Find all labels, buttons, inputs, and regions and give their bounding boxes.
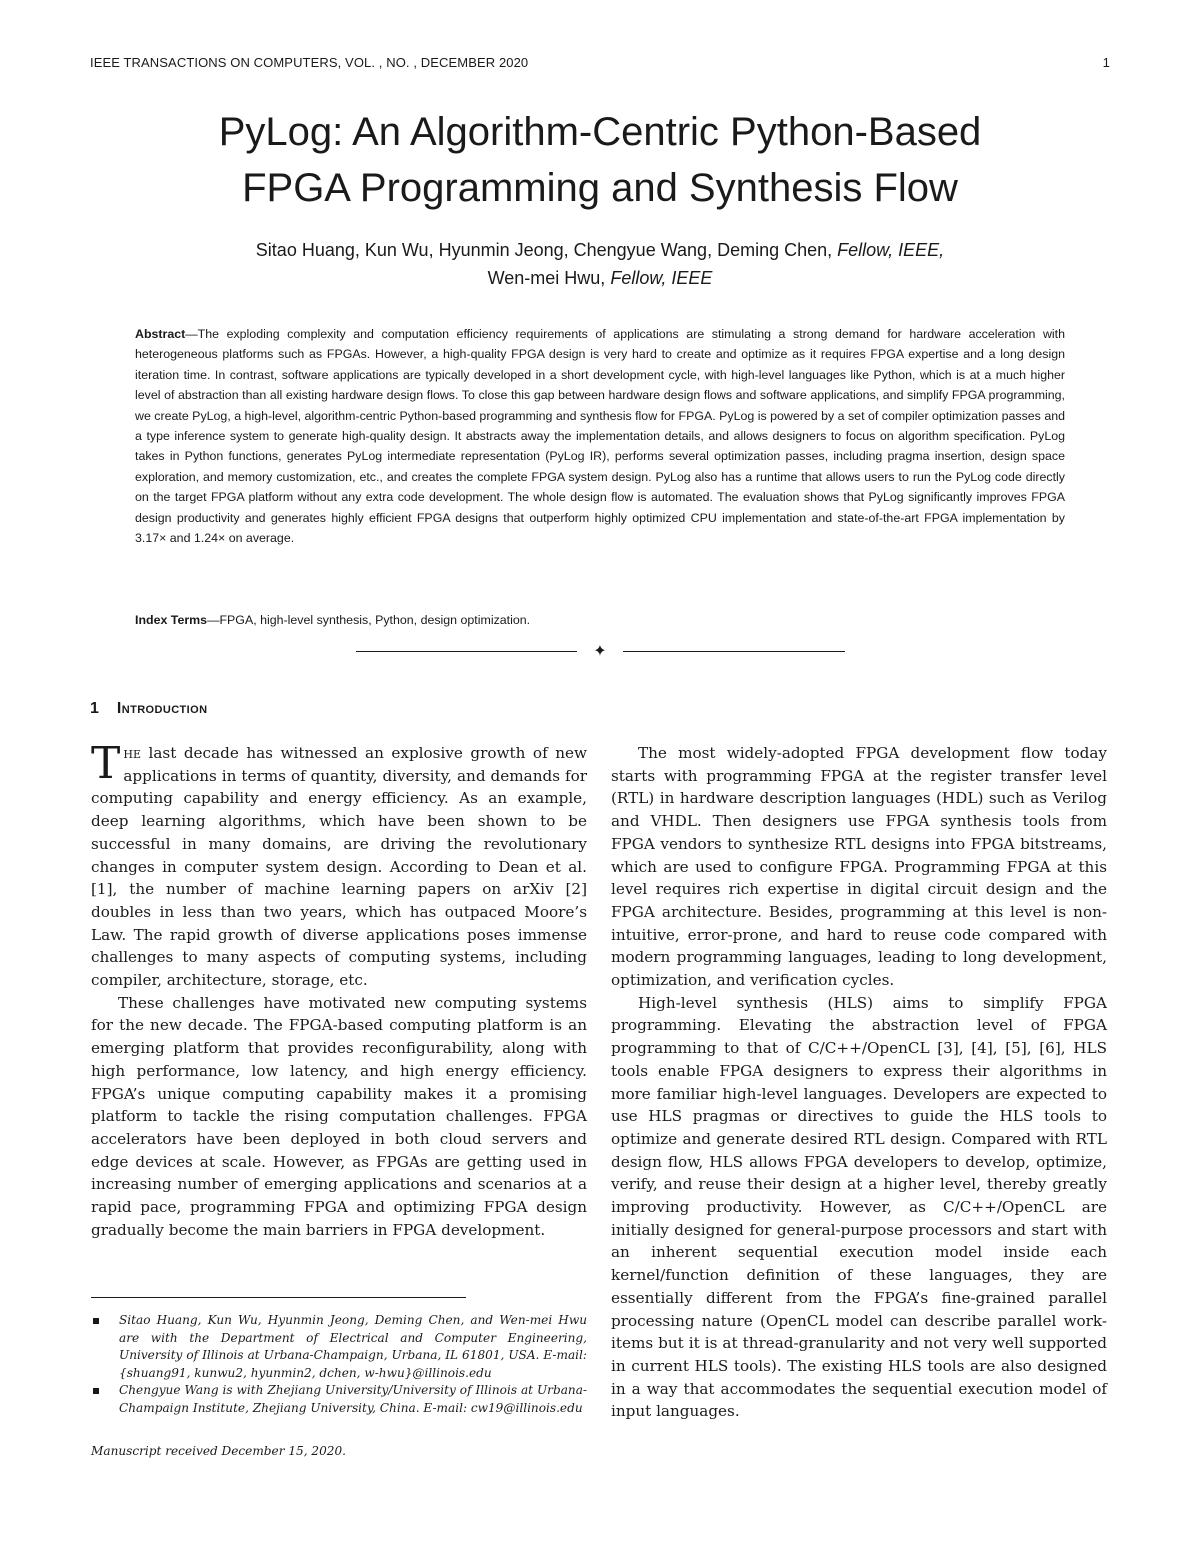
bullet-icon bbox=[93, 1318, 99, 1324]
separator-line-right bbox=[623, 651, 845, 652]
separator-line-left bbox=[356, 651, 577, 652]
authors-title-2: Fellow, IEEE bbox=[610, 268, 713, 288]
intro-paragraph-4: High-level synthesis (HLS) aims to simplify FPGA programming. Elevating the abstraction level of FPGA programming to that of C/C++/OpenCL [3], [4], [5], [6], HLS tools enable FPGA designers to express their algorithms in more familiar high-level languages. Developers are expected to use HLS pragmas or directives to guide the HLS tools to optimize and generate desired RTL design. Compared with RTL design flow, HLS allows FPGA developers to develop, optimize, verify, and reuse their design at a higher level, thereby greatly improving productivity. However, as C/C++/OpenCL are initially designed for general-purpose processors and start with an inherent sequential execution model inside each kernel/function definition of these languages, they are essentially different from the FPGA’s fine-grained parallel processing nature (OpenCL model can describe parallel work-items but it is at thread-granularity and not very well supported in current HLS tools). The existing HLS tools are also designed in a way that accommodates the sequential execution model of input languages. bbox=[611, 993, 1107, 1421]
affiliation-footnotes bbox=[91, 1312, 587, 1418]
abstract-label: Abstract bbox=[135, 327, 186, 341]
intro-paragraph-3: The most widely-adopted FPGA development flow today starts with programming FPGA at the register transfer level (RTL) in hardware description languages (HDL) such as Verilog and VHDL. Then designers use FPGA synthesis tools from FPGA vendors to synthesize RTL designs into FPGA bitstreams, which are used to configure FPGA. Programming FPGA at this level requires rich expertise in digital circuit design and the FPGA architecture. Besides, programming at this level is non-intuitive, error-prone, and hard to reuse code compared with modern programming languages, leading to long development, optimization, and verification cycles. bbox=[611, 744, 1107, 990]
footnote-text: Sitao Huang, Kun Wu, Hyunmin Jeong, Deming Chen, and Wen-mei Hwu are with the Department of Electrical and Computer Engineering, University of Illinois at Urbana-Champaign, Urbana, IL 61801, USA. E-mail: {shuang91, kunwu2, hyunmin2, dchen, w-hwu}@illinois.edu bbox=[119, 1313, 587, 1380]
authors-title-1: Fellow, IEEE, bbox=[837, 240, 945, 260]
authors-line-1 bbox=[80, 236, 1120, 264]
title-line-2: FPGA Programming and Synthesis Flow bbox=[242, 166, 958, 210]
bullet-icon bbox=[93, 1388, 99, 1394]
section-heading bbox=[90, 700, 207, 718]
abstract bbox=[135, 324, 1065, 548]
title-line-1: PyLog: An Algorithm-Centric Python-Based bbox=[218, 110, 982, 154]
section-number: 1 bbox=[90, 700, 99, 717]
manuscript-note: Manuscript received December 15, 2020. bbox=[91, 1444, 347, 1458]
section-title: Introduction bbox=[116, 700, 208, 717]
footnote-rule bbox=[91, 1297, 466, 1298]
journal-name: IEEE TRANSACTIONS ON COMPUTERS, VOL. , NO. , DECEMBER 2020 bbox=[90, 54, 529, 70]
footnote-item bbox=[91, 1312, 587, 1382]
index-terms-label: Index Terms bbox=[135, 613, 208, 627]
footnote-item bbox=[91, 1382, 587, 1417]
index-terms-text: —FPGA, high-level synthesis, Python, design optimization. bbox=[207, 613, 531, 627]
authors-names-1: Sitao Huang, Kun Wu, Hyunmin Jeong, Chengyue Wang, Deming Chen, bbox=[255, 240, 833, 260]
running-header bbox=[90, 52, 1110, 72]
authors-line-2 bbox=[80, 264, 1120, 292]
intro-paragraph-2: These challenges have motivated new computing systems for the new decade. The FPGA-based computing platform is an emerging platform that provides reconfigurability, along with high performance, low latency, and high energy efficiency. FPGA’s unique computing capability makes it a promising platform to tackle the rising computation challenges. FPGA accelerators have been deployed in both cloud servers and edge devices at scale. However, as FPGAs are getting used in increasing number of emerging applications and scenarios at a rapid pace, programming FPGA and optimizing FPGA design gradually become the main barriers in FPGA development. bbox=[91, 993, 587, 1239]
drop-cap: T bbox=[91, 738, 121, 789]
separator-diamond-icon: ✦ bbox=[593, 641, 607, 660]
right-column bbox=[611, 742, 1107, 1423]
page-number: 1 bbox=[1102, 54, 1110, 70]
intro-paragraph-1 bbox=[91, 738, 587, 992]
abstract-text: —The exploding complexity and computation efficiency requirements of applications are stimulating a strong demand for hardware acceleration with heterogeneous platforms such as FPGAs. However, a high-quality FPGA design is very hard to create and optimize as it requires FPGA expertise and a long design iteration time. In contrast, software applications are typically developed in a short development cycle, with high-level languages like Python, which is at a much higher level of abstraction than all existing hardware design flows. To close this gap between hardware design flows and software applications, and simplify FPGA programming, we create PyLog, a high-level, algorithm-centric Python-based programming and synthesis flow for FPGA. PyLog is powered by a set of compiler optimization passes and a type inference system to generate high-quality design. It abstracts away the implementation details, and allows designers to focus on algorithm specification. PyLog takes in Python functions, generates PyLog intermediate representation (PyLog IR), performs several optimization passes, including pragma insertion, design space exploration, and memory customization, etc., and creates the complete FPGA system design. PyLog also has a runtime that allows users to run the PyLog code directly on the target FPGA platform without any extra code development. The whole design flow is automated. The evaluation shows that PyLog significantly improves FPGA design productivity and generates highly efficient FPGA designs that outperform highly optimized CPU implementation and state-of-the-art FPGA implementation by 3.17× and 1.24× on average. bbox=[135, 327, 1065, 546]
drop-cap-continuation: he bbox=[123, 744, 141, 762]
index-terms bbox=[135, 610, 1065, 630]
authors-names-2: Wen-mei Hwu, bbox=[487, 268, 606, 288]
footnote-text: Chengyue Wang is with Zhejiang University/University of Illinois at Urbana-Champaign Institute, Zhejiang University, China. E-mail: cw19@illinois.edu bbox=[119, 1383, 587, 1415]
left-column bbox=[91, 738, 587, 1241]
author-list bbox=[80, 236, 1120, 292]
intro-paragraph-1-text: last decade has witnessed an explosive growth of new applications in terms of quantity, diversity, and demands for computing capability and energy efficiency. As an example, deep learning algorithms, which have been shown to be successful in many domains, are driving the revolutionary changes in computer system design. According to Dean et al. [1], the number of machine learning papers on arXiv [2] doubles in less than two years, which has outpaced Moore’s Law. The rapid growth of diverse applications poses immense challenges to many aspects of computing systems, including compiler, architecture, storage, etc. bbox=[91, 744, 587, 990]
paper-title bbox=[60, 104, 1140, 216]
